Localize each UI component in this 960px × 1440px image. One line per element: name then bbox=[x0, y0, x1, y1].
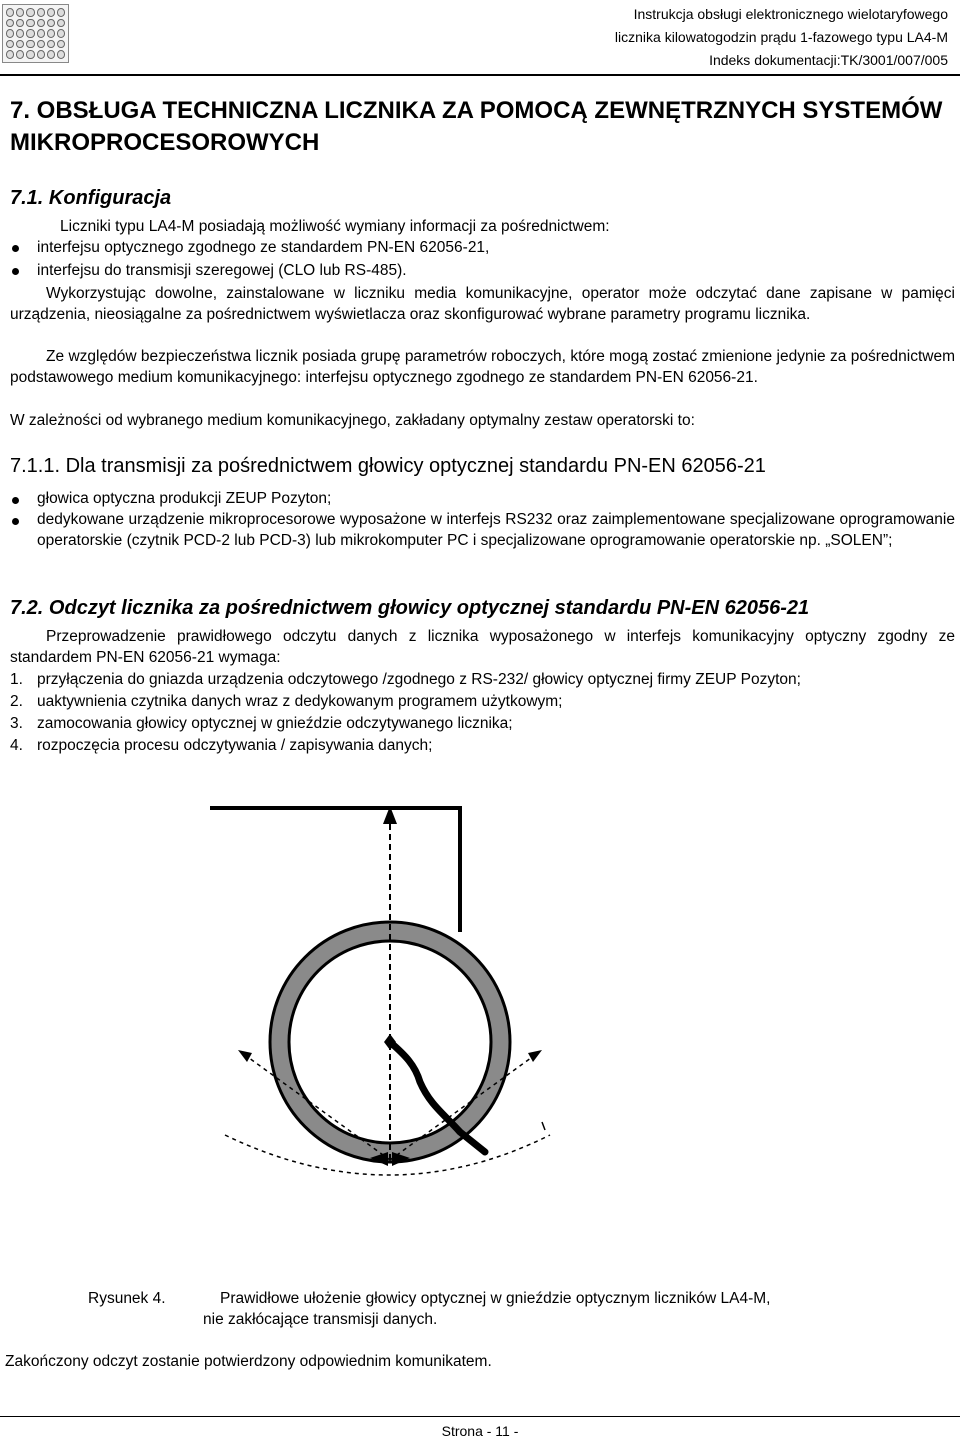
header-rule bbox=[0, 74, 960, 76]
bullet-icon bbox=[12, 268, 19, 275]
step-number: 4. bbox=[10, 737, 23, 754]
section-7-1-heading: 7.1. Konfiguracja bbox=[10, 187, 172, 209]
s71-para-1: Wykorzystując dowolne, zainstalowane w liczniku media komunikacyjne, operator może odczytać dane zapisane w pamięci urządzenia, nieosiągalne za pośrednictwem wyświetlacza oraz skonfigurować wybrane parametry programu licznika. bbox=[10, 285, 955, 323]
header-line-3: Indeks dokumentacji:TK/3001/007/005 bbox=[709, 52, 948, 68]
figure-caption-line-1: Prawidłowe ułożenie głowicy optycznej w gnieździe optycznym liczników LA4-M, bbox=[220, 1290, 771, 1307]
step-text: zamocowania głowicy optycznej w gnieździe odczytywanego licznika; bbox=[37, 715, 513, 732]
step-number: 3. bbox=[10, 715, 23, 732]
s71-intro: Liczniki typu LA4-M posiadają możliwość wymiany informacji za pośrednictwem: bbox=[60, 218, 610, 235]
step-text: przyłączenia do gniazda urządzenia odczytowego /zgodnego z RS-232/ głowicy optycznej firmy ZEUP Pozyton; bbox=[37, 671, 801, 688]
step-text: uaktywnienia czytnika danych wraz z dedykowanym programem użytkowym; bbox=[37, 693, 563, 710]
s711-bullet-2: dedykowane urządzenie mikroprocesorowe wyposażone w interfejs RS232 oraz zaimplementowane specjalizowane oprogramowanie operatorskie (czytnik PCD-2 lub PCD-3) lub mikrokomputer PC i specjalizowane oprogramowanie operatorskie np. „SOLEN”; bbox=[37, 511, 955, 549]
s711-bullet-1: głowica optyczna produkcji ZEUP Pozyton; bbox=[37, 490, 332, 507]
figure-caption-line-2: nie zakłócające transmisji danych. bbox=[203, 1311, 438, 1328]
s71-para-3: W zależności od wybranego medium komunikacyjnego, zakładany optymalny zestaw operatorski to: bbox=[10, 412, 695, 429]
step-number: 2. bbox=[10, 693, 23, 710]
bullet-icon bbox=[12, 497, 19, 504]
page-title: 7. OBSŁUGA TECHNICZNA LICZNIKA ZA POMOCĄ ZEWNĘTRZNYCH SYSTEMÓW MIKROPROCESOROWYCH bbox=[10, 97, 943, 156]
footer-rule bbox=[0, 1416, 960, 1417]
section-7-2-heading: 7.2. Odczyt licznika za pośrednictwem głowicy optycznej standardu PN-EN 62056-21 bbox=[10, 597, 810, 619]
page-number: Strona - 11 - bbox=[441, 1423, 519, 1439]
s72-intro: Przeprowadzenie prawidłowego odczytu danych z licznika wyposażonego w interfejs komunikacyjny optyczny zgodny ze standardem PN-EN 62056-21 wymaga: bbox=[10, 628, 955, 666]
section-7-1-1-heading: 7.1.1. Dla transmisji za pośrednictwem głowicy optycznej standardu PN-EN 62056-21 bbox=[10, 455, 766, 477]
s71-para-2: Ze względów bezpieczeństwa licznik posiada grupę parametrów roboczych, które mogą zostać zmienione jedynie za pośrednictwem podstawowego medium komunikacyjnego: interfejsu optycznego zgodnego ze standardem PN-EN 62056-21. bbox=[10, 348, 955, 386]
company-logo bbox=[2, 4, 69, 63]
header-line-2: licznika kilowatogodzin prądu 1-fazowego typu LA4-M bbox=[614, 29, 948, 45]
s71-bullet-2: interfejsu do transmisji szeregowej (CLO lub RS-485). bbox=[37, 262, 407, 279]
step-number: 1. bbox=[10, 671, 23, 688]
header-line-1: Instrukcja obsługi elektronicznego wielotaryfowego bbox=[633, 6, 948, 22]
figure-label: Rysunek 4. bbox=[88, 1290, 166, 1307]
bullet-icon bbox=[12, 518, 19, 525]
closing-text: Zakończony odczyt zostanie potwierdzony odpowiednim komunikatem. bbox=[5, 1353, 492, 1370]
s71-bullet-1: interfejsu optycznego zgodnego ze standardem PN-EN 62056-21, bbox=[37, 239, 490, 256]
bullet-icon bbox=[12, 245, 19, 252]
step-text: rozpoczęcia procesu odczytywania / zapisywania danych; bbox=[37, 737, 433, 754]
optical-head-diagram bbox=[190, 790, 570, 1260]
